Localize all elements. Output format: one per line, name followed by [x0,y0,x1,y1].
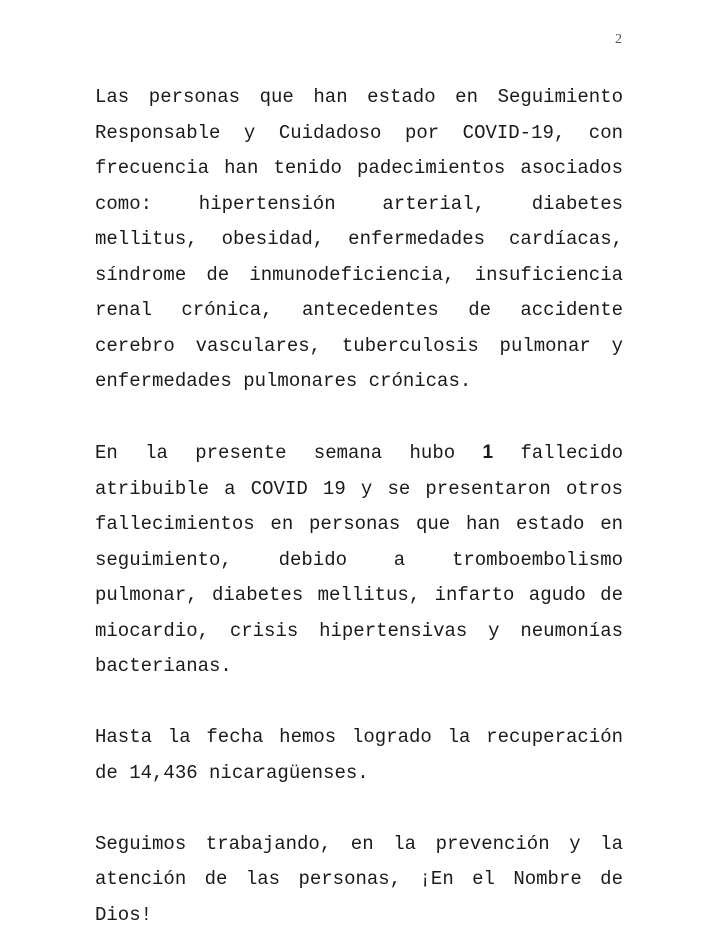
deaths-count: 1 [482,442,493,463]
deaths-text-after: fallecido atribuible a COVID 19 y se presentaron otros fallecimientos en personas que han estado en seguimiento, debido a tromboembolismo pulmonar, diabetes mellitus, infarto agudo de miocardio, crisis hipertensivas y neumonías bacterianas. [95,442,623,677]
paragraph-comorbidities: Las personas que han estado en Seguimiento Responsable y Cuidadoso por COVID-19, con frecuencia han tenido padecimientos asociados como: hipertensión arterial, diabetes mellitus, obesidad, enfermedades cardíacas, síndrome de inmunodeficiencia, insuficiencia renal crónica, antecedentes de accidente cerebro vasculares, tuberculosis pulmonar y enfermedades pulmonares crónicas. [95,80,623,400]
page-number: 2 [615,32,622,48]
paragraph-deaths [95,435,623,685]
paragraph-closing: Seguimos trabajando, en la prevención y la atención de las personas, ¡En el Nombre de Dios! [95,827,623,933]
deaths-text-before: En la presente semana hubo [95,442,482,464]
paragraph-recoveries: Hasta la fecha hemos logrado la recuperación de 14,436 nicaragüenses. [95,720,623,791]
document-body [95,80,623,933]
